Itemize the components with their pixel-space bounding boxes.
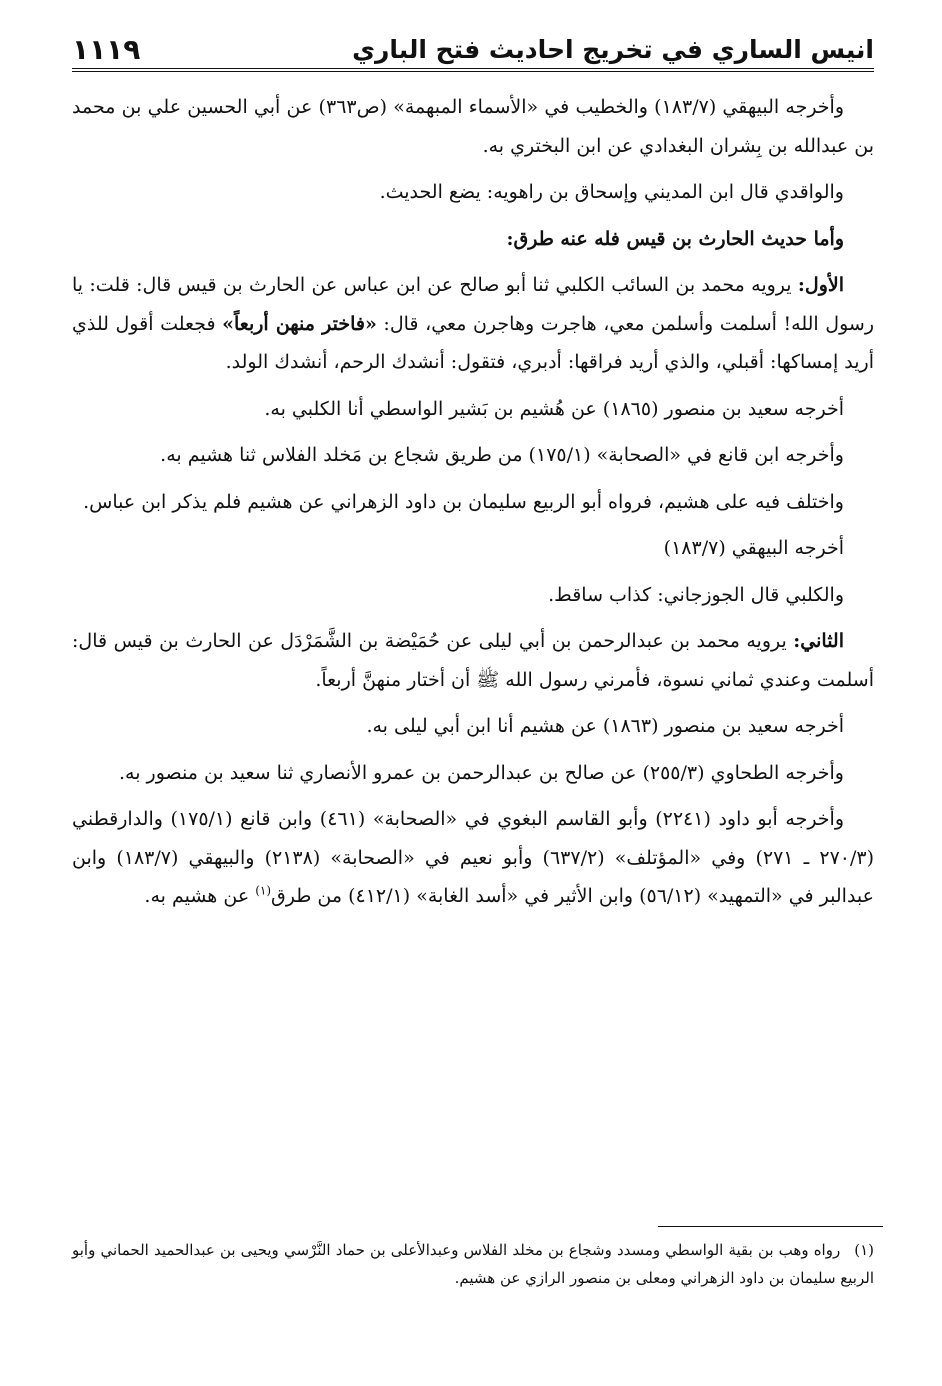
section-heading: وأما حديث الحارث بن قيس فله عنه طرق: <box>506 227 844 250</box>
paragraph: أخرجه سعيد بن منصور (١٨٦٥) عن هُشيم بن بَشير الواسطي أنا الكلبي به. <box>264 397 844 420</box>
footnotes <box>72 1236 874 1292</box>
footnote-text: رواه وهب بن بقية الواسطي ومسدد وشجاع بن مخلد الفلاس وعبدالأعلى بن حماد النَّرْسي ويحيى بن عبدالحميد الحماني وأبو الربيع سليمان بن داود الزهراني ومعلى بن منصور الرازي عن هشيم. <box>72 1241 874 1287</box>
main-text <box>72 88 874 924</box>
route-label-first: الأول: <box>797 274 844 296</box>
paragraph: واختلف فيه على هشيم، فرواه أبو الربيع سليمان بن داود الزهراني عن هشيم فلم يذكر ابن عباس. <box>83 490 844 513</box>
footnote-separator <box>658 1226 883 1227</box>
quoted-hadith: «فاختر منهن أربعاً» <box>222 312 377 335</box>
page-number: ١١١٩ <box>72 33 141 66</box>
paragraph <box>72 266 874 382</box>
footnote-number: (١) <box>854 1241 874 1259</box>
paragraph: وأخرجه الطحاوي (٢٥٥/٣) عن صالح بن عبدالرحمن بن عمرو الأنصاري ثنا سعيد بن منصور به. <box>118 761 844 784</box>
running-header <box>72 28 874 68</box>
footnote <box>72 1236 874 1292</box>
paragraph: أخرجه سعيد بن منصور (١٨٦٣) عن هشيم أنا ابن أبي ليلى به. <box>366 715 844 737</box>
route-label-second: الثاني: <box>793 630 844 652</box>
paragraph: والكلبي قال الجوزجاني: كذاب ساقط. <box>548 583 844 606</box>
paragraph: وأخرجه ابن قانع في «الصحابة» (١٧٥/١) من طريق شجاع بن مَخلد الفلاس ثنا هشيم به. <box>160 444 844 466</box>
header-rule <box>72 68 874 72</box>
running-title: انيس الساري في تخريج احاديث فتح الباري <box>352 35 874 64</box>
paragraph-text: وأخرجه أبو داود (٢٢٤١) وأبو القاسم البغوي في «الصحابة» (٤٦١) وابن قانع (١٧٥/١) والدارقطني (٢٧٠/٣ ـ ٢٧١) وفي «المؤتلف» (٦٣٧/٢) وأبو نعيم في «الصحابة» (٢١٣٨) والبيهقي (١٨٣/٧) وابن عبدالبر في «التمهيد» (٥٦/١٢) وابن الأثير في «أسد الغابة» (٤١٢/١) من طرق <box>72 808 875 907</box>
paragraph <box>72 800 874 916</box>
paragraph-text: فجعلت أقول للذي أريد إمساكها: أقبلي، والذي أريد فراقها: أدبري، فتقول: أنشدك الرحم، أنشدك الولد. <box>72 312 874 373</box>
paragraph: أخرجه البيهقي (١٨٣/٧) <box>663 537 844 559</box>
paragraph: والواقدي قال ابن المديني وإسحاق بن راهويه: يضع الحديث. <box>379 181 844 203</box>
paragraph-text: عن هشيم به. <box>144 885 256 907</box>
paragraph-text: يرويه محمد بن عبدالرحمن بن أبي ليلى عن حُمَيْضة بن الشَّمَرْدَل عن الحارث بن قيس قال: أسلمت وعندي ثماني نسوة، فأمرني رسول الله ﷺ أن أختار منهنَّ أربعاً. <box>72 630 874 691</box>
paragraph <box>72 622 874 699</box>
footnote-marker[interactable]: (١) <box>255 883 272 898</box>
paragraph-text: يرويه محمد بن السائب الكلبي ثنا أبو صالح عن ابن عباس عن الحارث بن قيس قال: قلت: يا رسول الله! أسلمت وأسلمن معي، هاجرت وهاجرن معي، قال: <box>72 274 874 335</box>
paragraph: وأخرجه البيهقي (١٨٣/٧) والخطيب في «الأسماء المبهمة» (ص٣٦٣) عن أبي الحسين علي بن محمد بن عبدالله بن بِشران البغدادي عن ابن البختري به. <box>72 96 874 157</box>
